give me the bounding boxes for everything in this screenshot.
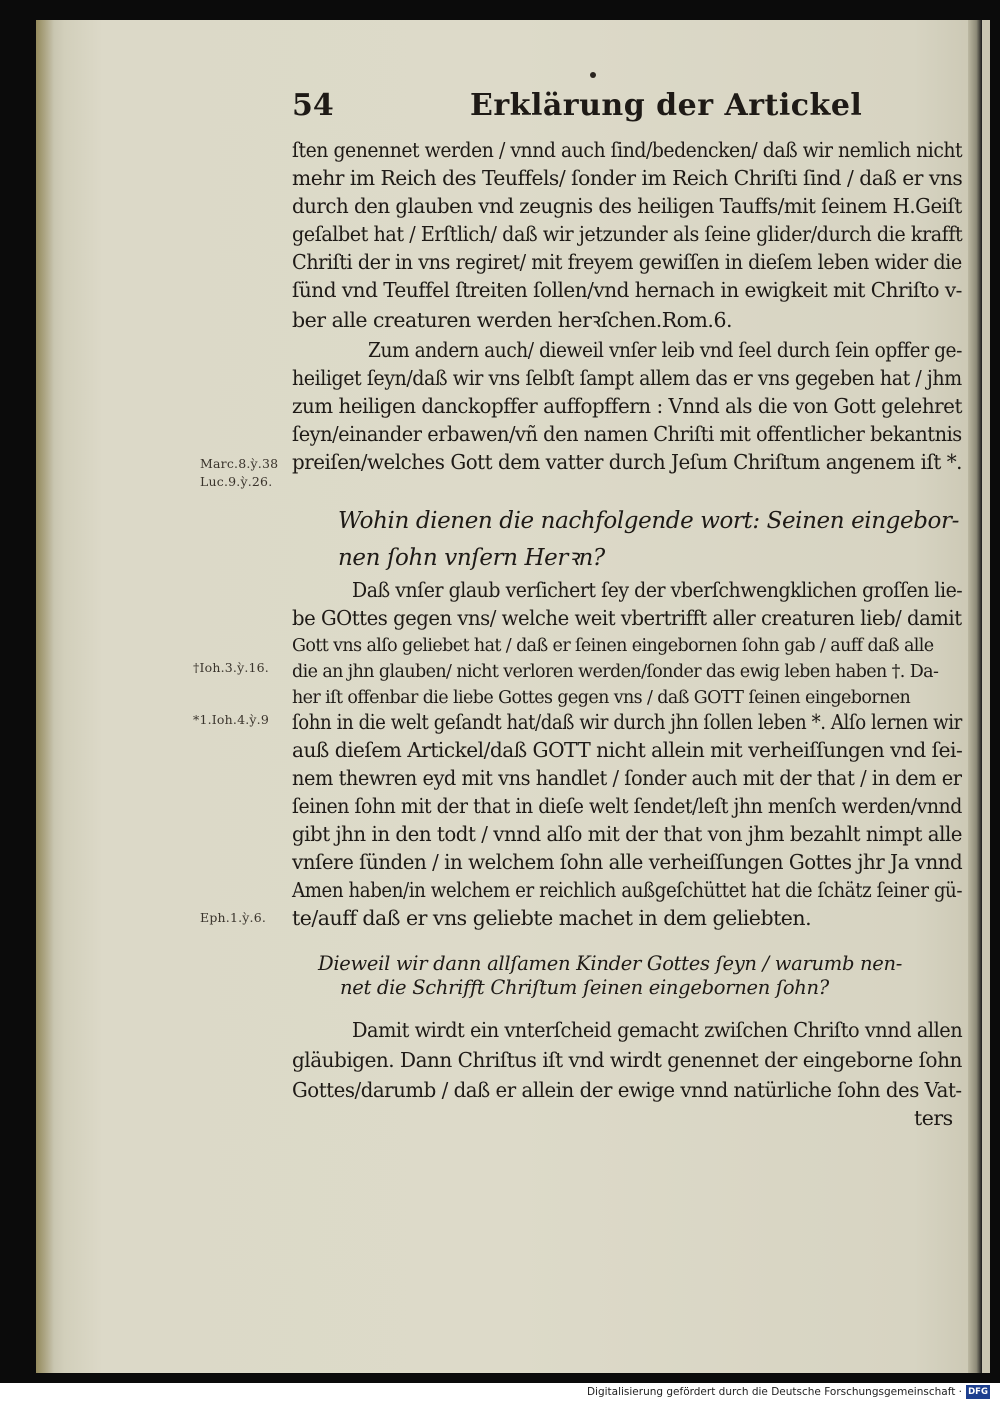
text-line: zum heiligen danckopffer auffopffern : Vnnd als die von Gott gelehret <box>292 394 962 418</box>
text-line: Damit wirdt ein vnterſcheid gemacht zwiſchen Chriſto vnnd allen <box>352 1018 963 1042</box>
margin-reference: *1.Ioh.4.ỳ.9 <box>193 712 269 727</box>
text-line: Chriſti der in vns regiret/ mit freyem gewiſſen in dieſem leben wider die <box>292 250 962 274</box>
text-line: Gottes/darumb / daß er allein der ewige vnnd natürliche ſohn des Vat- <box>292 1078 962 1102</box>
text-line: ſeinen ſohn mit der that in dieſe welt ſendet/leſt jhn menſch werden/vnnd <box>292 794 962 818</box>
text-line: gibt jhn in den todt / vnnd alſo mit der that von jhm bezahlt nimpt alle <box>292 822 963 846</box>
running-title: Erklärung der Artickel <box>470 88 863 123</box>
text-line: durch den glauben vnd zeugnis des heiligen Tauffs/mit ſeinem H.Geiſt <box>292 194 962 218</box>
text-line: ber alle creaturen werden herꝛſchen.Rom.6. <box>292 308 732 332</box>
text-line: Daß vnſer glaub verſichert ſey der vberſchwengklichen groſſen lie- <box>352 578 963 602</box>
margin-reference: Eph.1.ỳ.6. <box>200 910 267 925</box>
text-line: gläubigen. Dann Chriſtus iſt vnd wirdt genennet der eingeborne ſohn <box>292 1048 962 1072</box>
text-line: ſeyn/einander erbawen/vñ den namen Chriſti mit offentlicher bekantnis <box>292 422 962 446</box>
margin-reference: Luc.9.ỳ.26. <box>200 474 273 489</box>
text-line: heiliget ſeyn/daß wir vns ſelbſt ſampt allem das er vns gegeben hat / jhm <box>292 366 962 390</box>
question-heading: Dieweil wir dann allſamen Kinder Gottes ſeyn / warumb nen- <box>318 952 903 975</box>
question-heading: net die Schrifft Chriſtum ſeinen eingebornen ſohn? <box>340 976 829 999</box>
question-heading: nen ſohn vnſern Herꝛn? <box>338 545 605 571</box>
text-line: nem thewren eyd mit vns handlet / ſonder auch mit der that / in dem er <box>292 766 962 790</box>
page-number: 54 <box>292 88 334 123</box>
text-line: mehr im Reich des Teuffels/ ſonder im Reich Chriſti ſind / daß er vns <box>292 166 963 190</box>
text-line: be GOttes gegen vns/ welche weit vbertrifft aller creaturen lieb/ damit <box>292 606 962 630</box>
text-line: ſten genennet werden / vnnd auch ſind/bedencken/ daß wir nemlich nicht <box>292 138 963 162</box>
text-line: te/auff daß er vns geliebte machet in dem geliebten. <box>292 906 812 930</box>
binding-shadow <box>36 20 54 1373</box>
text-line: preiſen/welches Gott dem vatter durch Jeſum Chriſtum angenem iſt *. <box>292 450 962 474</box>
margin-reference: †Ioh.3.ỳ.16. <box>193 660 269 675</box>
text-line: ſünd vnd Teuffel ſtreiten ſollen/vnd hernach in ewigkeit mit Chriſto v- <box>292 278 962 302</box>
text-line: Zum andern auch/ dieweil vnſer leib vnd ſeel durch ſein opffer ge- <box>368 338 962 362</box>
text-line: geſalbet hat / Erſtlich/ daß wir jetzunder als ſeine glider/durch die krafft <box>292 222 963 246</box>
question-heading: Wohin dienen die nachfolgende wort: Seinen eingebor- <box>338 508 959 534</box>
text-line: Gott vns alſo geliebet hat / daß er ſeinen eingebornen ſohn gab / auff daß alle <box>292 636 934 656</box>
text-line: ſohn in die welt geſandt hat/daß wir durch jhn ſollen leben *. Alſo lernen wir <box>292 710 962 734</box>
text-line: auß dieſem Artickel/daß GOTT nicht allein mit verheiſſungen vnd ſei- <box>292 738 963 762</box>
text-line: vnſere ſünden / in welchem ſohn alle verheiſſungen Gottes jhr Ja vnnd <box>292 850 963 874</box>
dfg-logo: DFG <box>966 1385 990 1399</box>
page-edge <box>968 20 982 1373</box>
text-line: Amen haben/in welchem er reichlich außgeſchüttet hat die ſchätz ſeiner gü- <box>292 878 963 902</box>
text-line: her iſt offenbar die liebe Gottes gegen vns / daß GOTT ſeinen eingebornen <box>292 688 911 708</box>
ink-dot <box>590 72 596 78</box>
funding-notice: Digitalisierung gefördert durch die Deutsche Forschungsgemeinschaft · <box>586 1386 962 1398</box>
margin-reference: Marc.8.ỳ.38 <box>200 456 279 471</box>
text-line: die an jhn glauben/ nicht verloren werden/ſonder das ewig leben haben †. Da- <box>292 662 939 682</box>
catchword: ters <box>914 1106 953 1130</box>
